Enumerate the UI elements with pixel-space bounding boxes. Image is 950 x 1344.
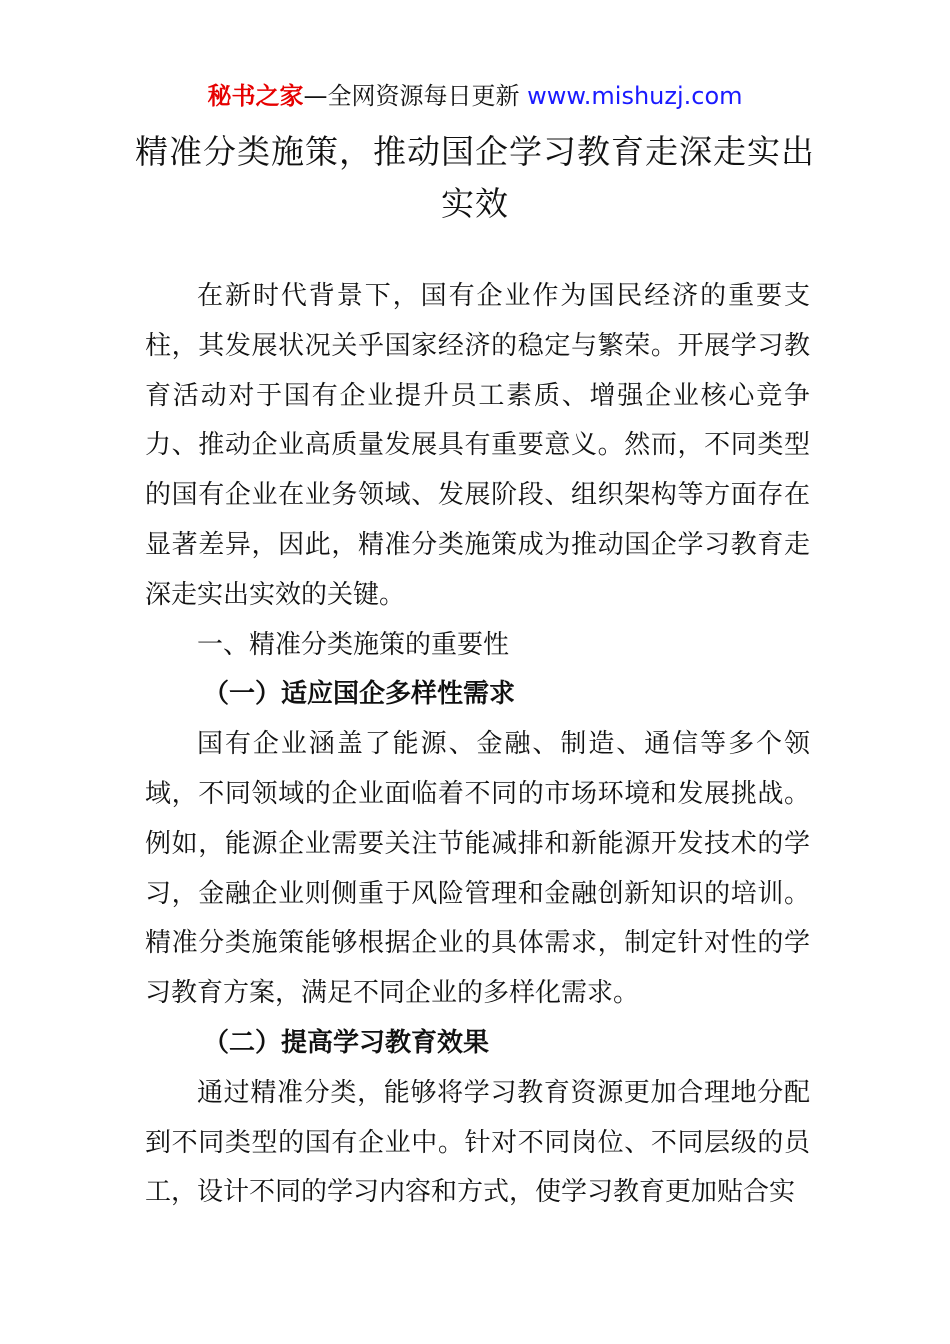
document-title: 精准分类施策，推动国企学习教育走深走实出实效 [135,132,815,223]
site-tagline: —全网资源每日更新 [303,82,528,110]
body-paragraph: 国有企业涵盖了能源、金融、制造、通信等多个领域，不同领域的企业面临着不同的市场环境和发展挑战。例如，能源企业需要关注节能减排和新能源开发技术的学习，金融企业则侧重于风险管理和金融创新知识的培训。精准分类施策能够根据企业的具体需求，制定针对性的学习教育方案，满足不同企业的多样化需求。 [145,729,810,1009]
sub-heading: （二）提高学习教育效果 [203,1027,490,1058]
site-url-link[interactable]: www.mishuzj.com [527,82,743,110]
site-header [0,80,950,112]
section-heading: 一、精准分类施策的重要性 [197,629,510,660]
intro-paragraph: 在新时代背景下，国有企业作为国民经济的重要支柱，其发展状况关乎国家经济的稳定与繁荣。开展学习教育活动对于国有企业提升员工素质、增强企业核心竞争力、推动企业高质量发展具有重要意义。然而，不同类型的国有企业在业务领域、发展阶段、组织架构等方面存在显著差异，因此，精准分类施策成为推动国企学习教育走深走实出实效的关键。 [145,281,810,610]
sub-heading: （一）适应国企多样性需求 [203,679,516,710]
site-brand: 秘书之家 [207,82,304,110]
document-body [145,272,810,1218]
body-paragraph: 通过精准分类，能够将学习教育资源更加合理地分配到不同类型的国有企业中。针对不同岗位、不同层级的员工，设计不同的学习内容和方式，使学习教育更加贴合实 [145,1077,810,1208]
